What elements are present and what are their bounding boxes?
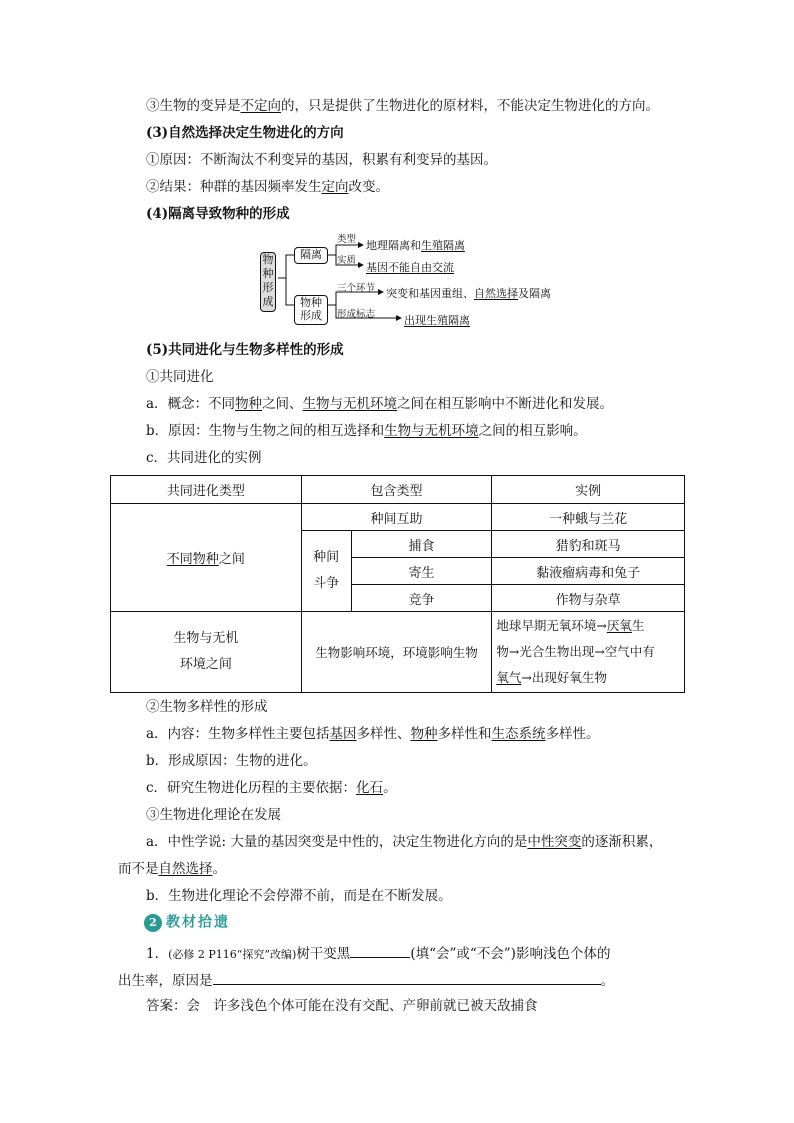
table-row <box>111 504 685 531</box>
para-neutral-theory: a．中性学说: 大量的基因突变是中性的，决定生物进化方向的是中性突变的逐渐积累， <box>146 834 663 850</box>
question-line-1: 1．(必修 2 P116“探究”改编)树干变黑 (填“会”或“不会”)影响浅色个体的 <box>146 943 610 964</box>
para-content: a．内容：生物多样性主要包括基因多样性、物种多样性和生态系统多样性。 <box>146 726 600 742</box>
sub-theory-development: ③生物进化理论在发展 <box>146 807 281 823</box>
text-three-links: 突变和基因重组、自然选择及隔离 <box>386 287 551 300</box>
para-result: ②结果：种群的基因频率发生定向改变。 <box>146 179 389 195</box>
isolation-box: 隔离 <box>294 247 328 264</box>
para-neutral-theory-cont: 而不是自然选择。 <box>118 861 226 877</box>
label-formation-mark: 形成标志 <box>337 309 376 320</box>
question-line-2: 出生率，原因是 。 <box>118 970 614 990</box>
label-three-links: 三个环节 <box>337 283 376 294</box>
para-theory-developing: b．生物进化理论不会停滞不前，而是在不断发展。 <box>146 888 452 904</box>
section-number-icon: 2 <box>144 914 162 932</box>
cell-competing: 竞争 <box>351 585 492 612</box>
label-type: 类型 <box>337 234 357 245</box>
root-box: 物种形成 <box>260 252 276 312</box>
coevolution-table <box>110 475 685 693</box>
para-formation-cause: b．形成原因：生物的进化。 <box>146 753 317 769</box>
para-reason: b．原因：生物与生物之间的相互选择和生物与无机环境之间的相互影响。 <box>146 423 587 439</box>
text-isolation-types: 地理隔离和生殖隔离 <box>366 239 465 252</box>
cell-mutual-example: 一种蛾与兰花 <box>492 504 685 531</box>
label-essence: 实质 <box>337 255 357 266</box>
para-variation: ③生物的变异是不定向的，只是提供了生物进化的原材料，不能决定生物进化的方向。 <box>146 98 659 114</box>
cell-predation: 捕食 <box>351 531 492 558</box>
sub-biodiversity: ②生物多样性的形成 <box>146 699 268 715</box>
cell-predation-example: 猎豹和斑马 <box>492 531 685 558</box>
answer-blank-short[interactable] <box>350 943 410 958</box>
header-type: 共同进化类型 <box>111 476 302 504</box>
sub-coevolution: ①共同进化 <box>146 369 214 385</box>
para-examples: c．共同进化的实例 <box>146 450 262 466</box>
cell-bio-env-example: 地球早期无氧环境→厌氧生 物→光合生物出现→空气中有 氧气→出现好氧生物 <box>492 612 685 693</box>
cell-between-species: 不同物种之间 <box>111 504 302 612</box>
answer-line: 答案：会 许多浅色个体可能在没有交配、产卵前就已被天敌捕食 <box>146 998 538 1014</box>
heading-isolation: (4)隔离导致物种的形成 <box>146 206 290 222</box>
para-concept: a．概念：不同物种之间、生物与无机环境之间在相互影响中不断进化和发展。 <box>146 396 614 412</box>
cell-competition: 种间斗争 <box>301 531 351 612</box>
para-evidence: c．研究生物进化历程的主要依据：化石。 <box>146 780 397 796</box>
cell-competing-example: 作物与杂草 <box>492 585 685 612</box>
table-row <box>111 612 685 693</box>
heading-coevolution: (5)共同进化与生物多样性的形成 <box>146 342 344 358</box>
cell-bio-env: 生物与无机 环境之间 <box>111 612 302 693</box>
table-header-row <box>111 476 685 504</box>
cell-bio-env-kind: 生物影响环境，环境影响生物 <box>301 612 492 693</box>
heading-natural-selection: (3)自然选择决定生物进化的方向 <box>146 125 344 141</box>
speciation-diagram <box>258 234 578 336</box>
text-isolation-essence: 基因不能自由交流 <box>366 261 454 274</box>
section-header <box>144 913 230 932</box>
section-title: 教材拾遗 <box>166 914 230 931</box>
para-cause: ①原因：不断淘汰不利变异的基因，积累有利变异的基因。 <box>146 152 497 168</box>
cell-parasitism-example: 黏液瘤病毒和兔子 <box>492 558 685 585</box>
header-kind: 包含类型 <box>301 476 492 504</box>
text-formation-mark: 出现生殖隔离 <box>404 314 470 327</box>
cell-parasitism: 寄生 <box>351 558 492 585</box>
cell-mutual: 种间互助 <box>301 504 492 531</box>
header-example: 实例 <box>492 476 685 504</box>
answer-blank-long[interactable] <box>213 970 601 985</box>
speciation-box: 物种形成 <box>294 295 328 325</box>
